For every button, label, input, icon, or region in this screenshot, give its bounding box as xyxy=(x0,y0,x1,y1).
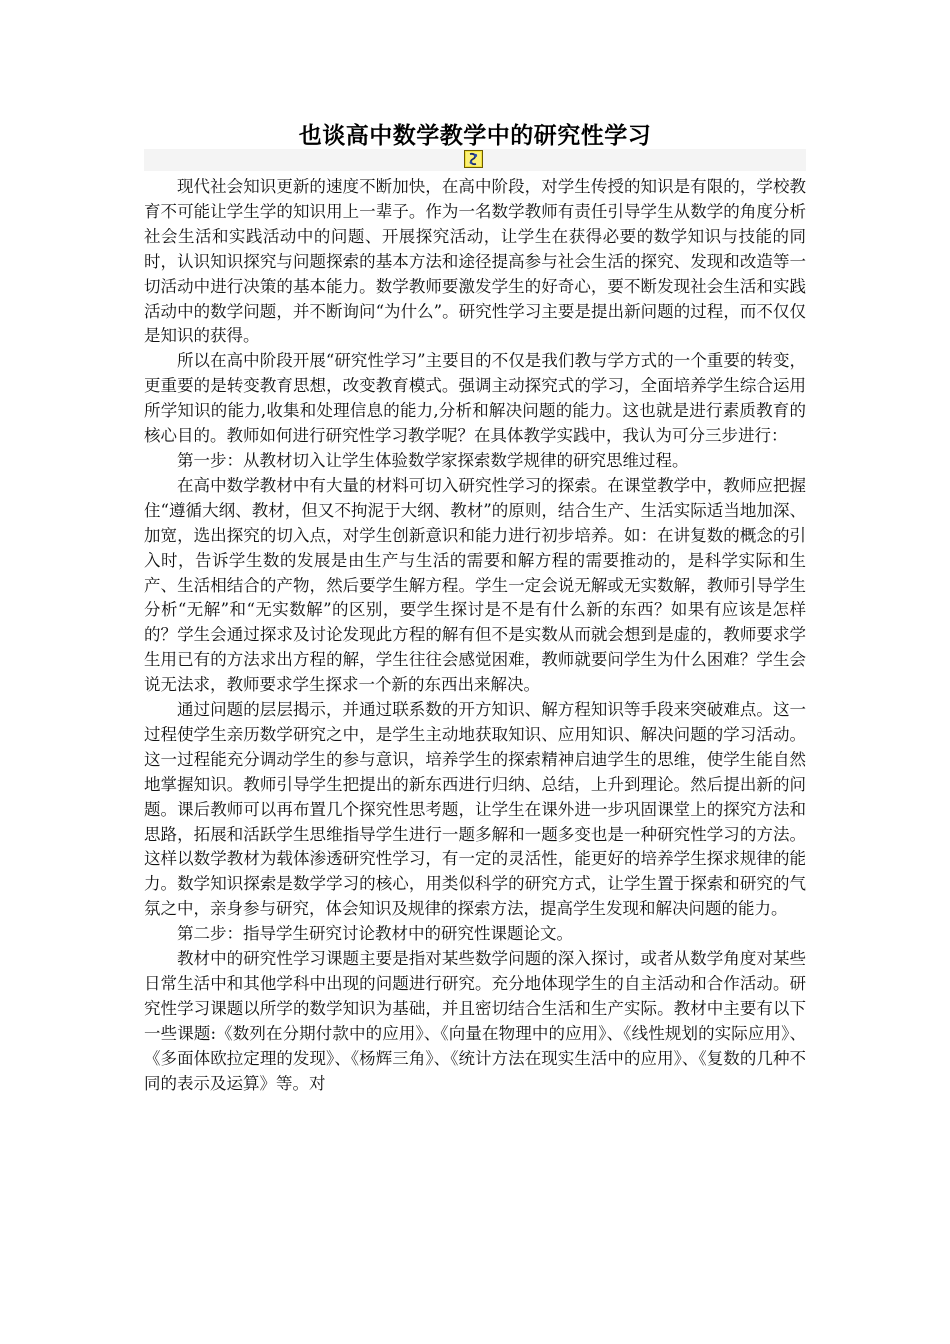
paragraph-7: 教材中的研究性学习课题主要是指对某些数学问题的深入探讨，或者从数学角度对某些日常生活中和其他学科中出现的问题进行研究。充分地体现学生的自主活动和合作活动。研究性学习课题以所学的数学知识为基础，并且密切结合生活和生产实际。教材中主要有以下一些课题:《数列在分期付款中的应用》、《向量在物理中的应用》、《线性规划的实际应用》、《多面体欧拉定理的发现》、《杨辉三角》、《统计方法在现实生活中的应用》、《复数的几种不同的表示及运算》等。对 xyxy=(144,949,806,1093)
paragraph-2: 所以在高中阶段开展“研究性学习”主要目的不仅是我们教与学方式的一个重要的转变，更重要的是转变教育思想，改变教育模式。强调主动探究式的学习，全面培养学生综合运用所学知识的能力,收集和处理信息的能力,分析和解决问题的能力。这也就是进行素质教育的核心目的。教师如何进行研究性学习教学呢？在具体教学实践中，我认为可分三步进行： xyxy=(144,351,806,446)
document-title: 也谈高中数学教学中的研究性学习 xyxy=(298,122,652,149)
paragraph-1: 现代社会知识更新的速度不断加快，在高中阶段，对学生传授的知识是有限的，学校教育不可能让学生学的知识用上一辈子。作为一名数学教师有责任引导学生从数学的角度分析社会生活和实践活动中的问题、开展探究活动，让学生在获得必要的数学知识与技能的同时，认识知识探究与问题探索的基本方法和途径提高参与社会生活的探究、发现和改造等一切活动中进行决策的基本能力。数学教师要激发学生的好奇心，要不断发现社会生活和实践活动中的数学问题，并不断询问“为什么”。研究性学习主要是提出新问题的过程，而不仅仅是知识的获得。 xyxy=(144,177,806,346)
paragraph-5: 通过问题的层层揭示，并通过联系数的开方知识、解方程知识等手段来突破难点。这一过程使学生亲历数学研究之中，是学生主动地获取知识、应用知识、解决问题的学习活动。这一过程能充分调动学生的参与意识，培养学生的探索精神启迪学生的思维，使学生能自然地掌握知识。教师引导学生把提出的新东西进行归纳、总结，上升到理论。然后提出新的问题。课后教师可以再布置几个探究性思考题，让学生在课外进一步巩固课堂上的探究方法和思路，拓展和活跃学生思维指导学生进行一题多解和一题多变也是一种研究性学习的方法。这样以数学教材为载体渗透研究性学习，有一定的灵活性，能更好的培养学生探求规律的能力。数学知识探索是数学学习的核心，用类似科学的研究方式，让学生置于探索和研究的气氛之中，亲身参与研究，体会知识及规律的探索方法，提高学生发现和解决问题的能力。 xyxy=(144,700,806,919)
step-1-heading: 第一步：从教材切入让学生体验数学家探索数学规律的研究思维过程。 xyxy=(177,450,689,470)
document-body xyxy=(144,175,806,1097)
embedded-object-icon[interactable] xyxy=(464,150,483,168)
icon-bar xyxy=(144,149,806,171)
paragraph-4: 在高中数学教材中有大量的材料可切入研究性学习的探索。在课堂教学中，教师应把握住“遵循大纲、教材，但又不拘泥于大纲、教材”的原则，结合生产、生活实际适当地加深、加宽，选出探究的切入点，对学生创新意识和能力进行初步培养。如：在讲复数的概念的引入时，告诉学生数的发展是由生产与生活的需要和解方程的需要推动的，是科学实际和生产、生活相结合的产物，然后要学生解方程。学生一定会说无解或无实数解，教师引导学生分析“无解”和“无实数解”的区别，要学生探讨是不是有什么新的东西？如果有应该是怎样的？学生会通过探求及讨论发现此方程的解有但不是实数从而就会想到是虚的，教师要求学生用已有的方法求出方程的解，学生往往会感觉困难，教师就要问学生为什么困难？学生会说无法求，教师要求学生探求一个新的东西出来解决。 xyxy=(144,475,806,695)
step-2-heading: 第二步：指导学生研究讨论教材中的研究性课题论文。 xyxy=(177,924,573,944)
